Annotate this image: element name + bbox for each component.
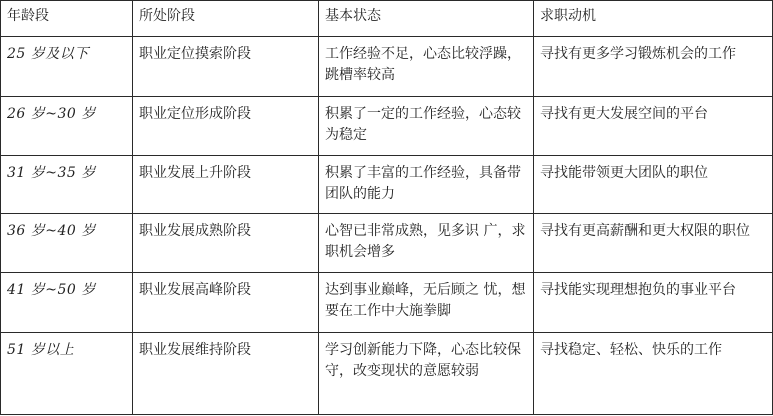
table-row — [1, 97, 773, 156]
stage-cell: 职业定位摸索阶段 — [133, 37, 319, 97]
age-cell: 31 岁~35 岁 — [1, 156, 133, 214]
status-cell: 积累了丰富的工作经验，具备带团队的能力 — [319, 156, 534, 214]
stage-cell: 职业定位形成阶段 — [133, 97, 319, 156]
header-age-range: 年龄段 — [1, 1, 133, 37]
motivation-cell: 寻找有更高薪酬和更大权限的职位 — [534, 214, 773, 273]
motivation-cell: 寻找有更多学习锻炼机会的工作 — [534, 37, 773, 97]
table-row — [1, 214, 773, 273]
age-cell: 25 岁及以下 — [1, 37, 133, 97]
status-cell: 学习创新能力下降，心态比较保守，改变现状的意愿较弱 — [319, 333, 534, 415]
status-cell: 达到事业巅峰，无后顾之 忧，想要在工作中大施拳脚 — [319, 273, 534, 333]
header-job-motivation: 求职动机 — [534, 1, 773, 37]
motivation-cell: 寻找能实现理想抱负的事业平台 — [534, 273, 773, 333]
age-cell: 26 岁~30 岁 — [1, 97, 133, 156]
table-header-row — [1, 1, 773, 37]
table-row — [1, 156, 773, 214]
motivation-cell: 寻找能带领更大团队的职位 — [534, 156, 773, 214]
motivation-cell: 寻找稳定、轻松、快乐的工作 — [534, 333, 773, 415]
status-cell: 积累了一定的工作经验，心态较为稳定 — [319, 97, 534, 156]
table-row — [1, 333, 773, 415]
status-cell: 心智已非常成熟，见多识 广，求职机会增多 — [319, 214, 534, 273]
age-cell: 36 岁~40 岁 — [1, 214, 133, 273]
table-row — [1, 273, 773, 333]
motivation-cell: 寻找有更大发展空间的平台 — [534, 97, 773, 156]
age-cell: 51 岁以上 — [1, 333, 133, 415]
stage-cell: 职业发展维持阶段 — [133, 333, 319, 415]
header-stage: 所处阶段 — [133, 1, 319, 37]
header-basic-status: 基本状态 — [319, 1, 534, 37]
table-row — [1, 37, 773, 97]
stage-cell: 职业发展成熟阶段 — [133, 214, 319, 273]
status-cell: 工作经验不足，心态比较浮躁，跳槽率较高 — [319, 37, 534, 97]
age-cell: 41 岁~50 岁 — [1, 273, 133, 333]
stage-cell: 职业发展高峰阶段 — [133, 273, 319, 333]
stage-cell: 职业发展上升阶段 — [133, 156, 319, 214]
